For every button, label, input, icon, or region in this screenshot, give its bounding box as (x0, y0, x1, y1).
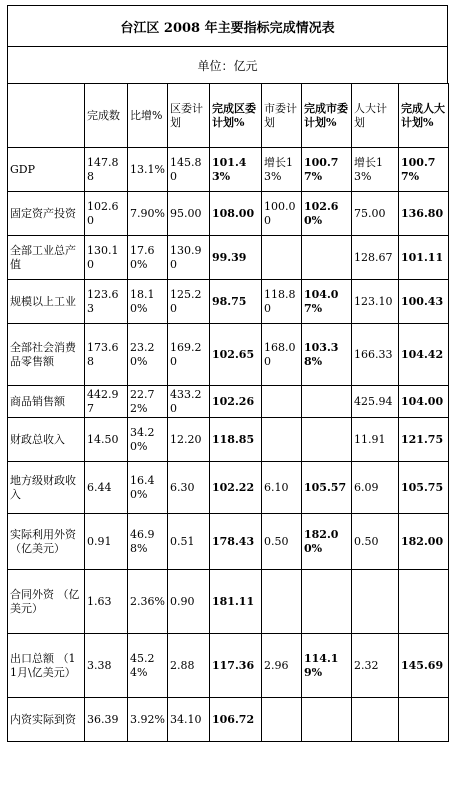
sheet-title: 台江区 2008 年主要指标完成情况表 (7, 5, 448, 46)
table-cell: 36.39 (85, 698, 128, 742)
table-cell: 1.63 (85, 570, 128, 634)
row-label: 内资实际到资 (8, 698, 85, 742)
table-cell (262, 570, 302, 634)
header-cell: 人大计划 (352, 84, 399, 148)
table-cell: 101.43% (210, 148, 262, 192)
table-cell: 118.80 (262, 280, 302, 324)
table-cell: 11.91 (352, 418, 399, 462)
table-cell: 168.00 (262, 324, 302, 386)
row-label: GDP (8, 148, 85, 192)
table-cell: 34.10 (168, 698, 210, 742)
table-cell: 182.00 (399, 514, 449, 570)
table-cell: 442.97 (85, 386, 128, 418)
table-cell: 100.43 (399, 280, 449, 324)
table-cell: 2.32 (352, 634, 399, 698)
table-cell: 99.39 (210, 236, 262, 280)
table-cell: 23.20% (128, 324, 168, 386)
unit-label: 单位：亿元 (7, 46, 448, 83)
table-cell: 106.72 (210, 698, 262, 742)
table-cell (399, 570, 449, 634)
row-label: 地方级财政收入 (8, 462, 85, 514)
table-cell: 100.77% (302, 148, 352, 192)
table-cell (302, 386, 352, 418)
table-cell: 130.10 (85, 236, 128, 280)
table-cell: 2.36% (128, 570, 168, 634)
table-cell: 3.92% (128, 698, 168, 742)
table-cell: 6.30 (168, 462, 210, 514)
table-cell: 2.88 (168, 634, 210, 698)
table-cell: 123.10 (352, 280, 399, 324)
table-cell: 104.42 (399, 324, 449, 386)
table-cell: 102.60% (302, 192, 352, 236)
table-cell: 46.98% (128, 514, 168, 570)
header-cell: 区委计划 (168, 84, 210, 148)
table-row (8, 698, 449, 742)
table-cell: 增长13% (262, 148, 302, 192)
table-body (8, 84, 449, 742)
table-row (8, 280, 449, 324)
table-cell: 102.60 (85, 192, 128, 236)
table-cell: 104.00 (399, 386, 449, 418)
table-cell: 145.69 (399, 634, 449, 698)
table-row (8, 570, 449, 634)
table-cell: 166.33 (352, 324, 399, 386)
row-label: 固定资产投资 (8, 192, 85, 236)
table-cell: 169.20 (168, 324, 210, 386)
table-cell: 108.00 (210, 192, 262, 236)
table-cell: 102.22 (210, 462, 262, 514)
header-cell: 完成数 (85, 84, 128, 148)
table-cell: 118.85 (210, 418, 262, 462)
table-cell (262, 236, 302, 280)
table-cell: 17.60% (128, 236, 168, 280)
header-cell (8, 84, 85, 148)
table-cell: 增长13% (352, 148, 399, 192)
table-cell: 121.75 (399, 418, 449, 462)
row-label: 规模以上工业 (8, 280, 85, 324)
table-cell: 12.20 (168, 418, 210, 462)
table-cell: 117.36 (210, 634, 262, 698)
table-cell: 105.57 (302, 462, 352, 514)
table-cell: 16.40% (128, 462, 168, 514)
table-cell: 147.88 (85, 148, 128, 192)
table-row (8, 514, 449, 570)
header-cell: 市委计划 (262, 84, 302, 148)
table-cell (302, 698, 352, 742)
table-cell (352, 698, 399, 742)
table-cell (302, 236, 352, 280)
header-cell: 完成人大计划% (399, 84, 449, 148)
table-cell: 104.07% (302, 280, 352, 324)
header-cell: 比增% (128, 84, 168, 148)
table-cell: 2.96 (262, 634, 302, 698)
table-cell: 22.72% (128, 386, 168, 418)
table-cell (302, 570, 352, 634)
indicator-table (7, 83, 449, 742)
table-cell: 128.67 (352, 236, 399, 280)
table-cell: 6.09 (352, 462, 399, 514)
table-cell: 105.75 (399, 462, 449, 514)
table-row (8, 634, 449, 698)
table-cell: 181.11 (210, 570, 262, 634)
header-cell: 完成市委计划% (302, 84, 352, 148)
table-cell: 6.10 (262, 462, 302, 514)
row-label: 合同外资 （亿美元） (8, 570, 85, 634)
table-row (8, 192, 449, 236)
table-cell: 136.80 (399, 192, 449, 236)
table-cell: 0.91 (85, 514, 128, 570)
table-cell: 3.38 (85, 634, 128, 698)
table-cell: 433.20 (168, 386, 210, 418)
table-cell: 0.51 (168, 514, 210, 570)
table-cell (352, 570, 399, 634)
indicator-sheet (7, 5, 448, 742)
table-cell: 425.94 (352, 386, 399, 418)
table-cell: 0.50 (262, 514, 302, 570)
table-row (8, 148, 449, 192)
row-label: 财政总收入 (8, 418, 85, 462)
table-cell: 101.11 (399, 236, 449, 280)
table-cell: 6.44 (85, 462, 128, 514)
table-row (8, 324, 449, 386)
table-row (8, 462, 449, 514)
table-cell (262, 386, 302, 418)
table-cell (262, 698, 302, 742)
table-cell: 13.1% (128, 148, 168, 192)
table-cell: 145.80 (168, 148, 210, 192)
table-cell: 182.00% (302, 514, 352, 570)
table-cell: 173.68 (85, 324, 128, 386)
table-cell: 100.00 (262, 192, 302, 236)
row-label: 全部社会消费品零售额 (8, 324, 85, 386)
table-cell: 130.90 (168, 236, 210, 280)
table-cell: 34.20% (128, 418, 168, 462)
header-cell: 完成区委计划% (210, 84, 262, 148)
table-cell: 14.50 (85, 418, 128, 462)
table-row (8, 418, 449, 462)
table-cell: 103.38% (302, 324, 352, 386)
table-cell (399, 698, 449, 742)
table-cell: 98.75 (210, 280, 262, 324)
table-cell: 125.20 (168, 280, 210, 324)
table-cell: 7.90% (128, 192, 168, 236)
table-row (8, 386, 449, 418)
table-row (8, 236, 449, 280)
table-cell: 0.90 (168, 570, 210, 634)
header-row (8, 84, 449, 148)
table-cell: 0.50 (352, 514, 399, 570)
table-cell: 45.24% (128, 634, 168, 698)
row-label: 全部工业总产值 (8, 236, 85, 280)
table-cell: 178.43 (210, 514, 262, 570)
table-cell: 18.10% (128, 280, 168, 324)
row-label: 商品销售额 (8, 386, 85, 418)
table-cell: 123.63 (85, 280, 128, 324)
row-label: 实际利用外资（亿美元） (8, 514, 85, 570)
table-cell: 75.00 (352, 192, 399, 236)
table-cell: 95.00 (168, 192, 210, 236)
table-cell (262, 418, 302, 462)
table-cell (302, 418, 352, 462)
table-cell: 102.65 (210, 324, 262, 386)
table-cell: 102.26 (210, 386, 262, 418)
table-cell: 100.77% (399, 148, 449, 192)
row-label: 出口总额 （11月\亿美元） (8, 634, 85, 698)
table-cell: 114.19% (302, 634, 352, 698)
